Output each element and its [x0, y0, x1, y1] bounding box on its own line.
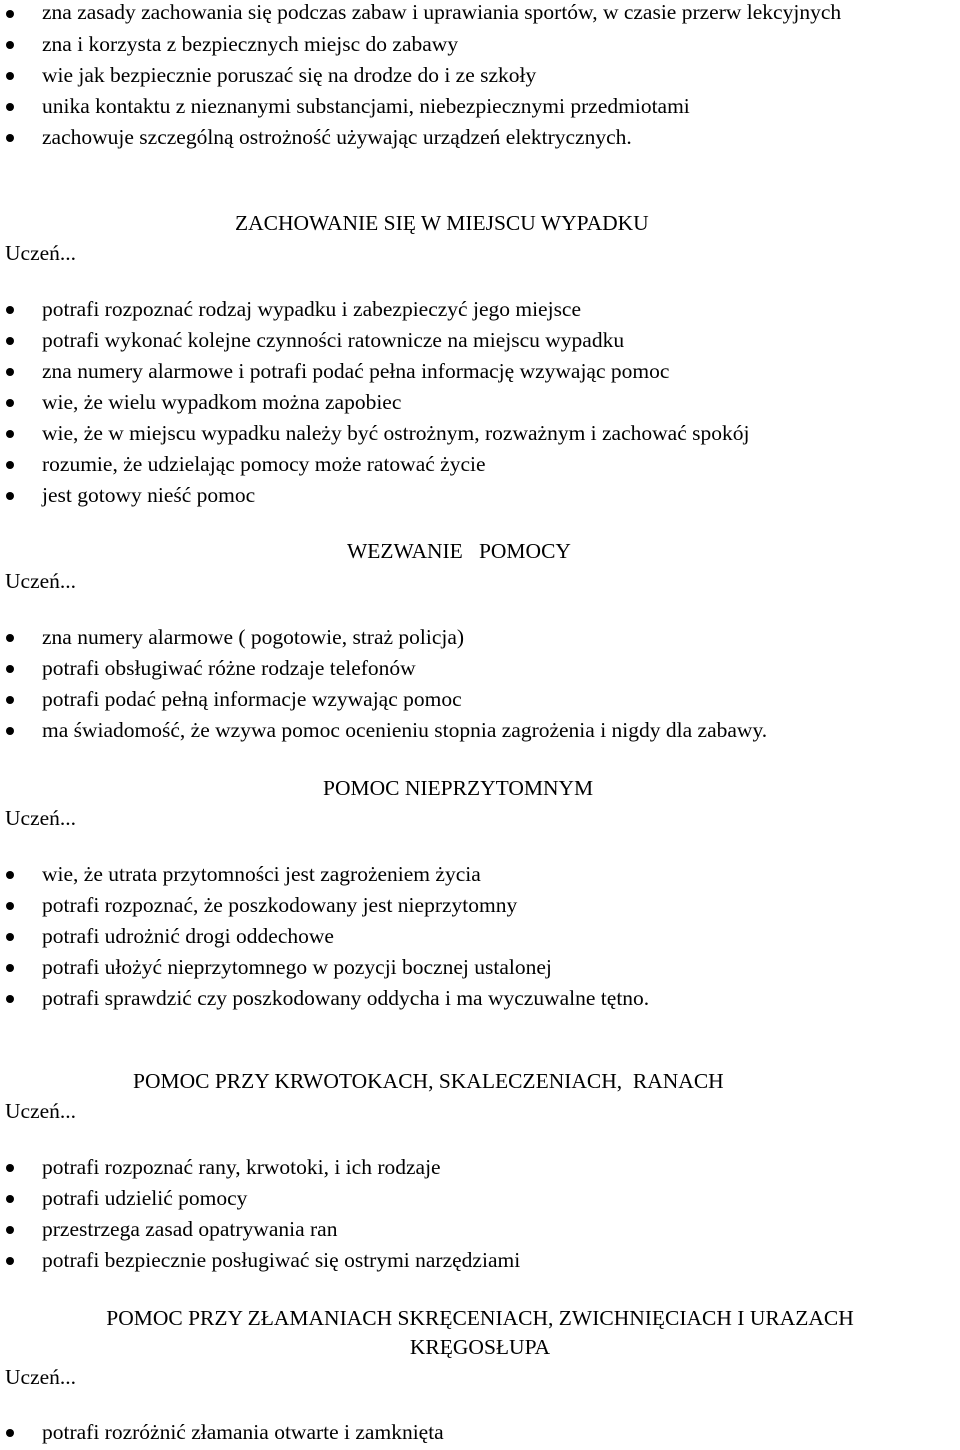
- bullet-icon: [6, 103, 14, 111]
- list-item: wie, że w miejscu wypadku należy być ostrożnym, rozważnym i zachować spokój: [0, 418, 935, 449]
- bullet-icon: [6, 368, 14, 376]
- section-list: [0, 859, 935, 1014]
- bullet-icon: [6, 634, 14, 642]
- pupil-label: Uczeń...: [5, 569, 77, 593]
- section-heading: POMOC PRZY KRWOTOKACH, SKALECZENIACH, RANACH: [133, 1069, 724, 1093]
- pupil-label: Uczeń...: [5, 806, 77, 830]
- list-item: jest gotowy nieść pomoc: [0, 480, 935, 511]
- list-item: rozumie, że udzielając pomocy może ratować życie: [0, 449, 935, 480]
- list-item: potrafi sprawdzić czy poszkodowany oddycha i ma wyczuwalne tętno.: [0, 983, 935, 1014]
- bullet-icon: [6, 461, 14, 469]
- section-list: [0, 1152, 935, 1276]
- bullet-icon: [6, 399, 14, 407]
- list-item: potrafi rozpoznać rodzaj wypadku i zabezpieczyć jego miejsce: [0, 294, 935, 325]
- section-heading: ZACHOWANIE SIĘ W MIEJSCU WYPADKU: [235, 211, 649, 235]
- list-item: ma świadomość, że wzywa pomoc ocenieniu stopnia zagrożenia i nigdy dla zabawy.: [0, 715, 935, 746]
- bullet-icon: [6, 41, 14, 49]
- list-item: potrafi obsługiwać różne rodzaje telefonów: [0, 653, 935, 684]
- bullet-icon: [6, 933, 14, 941]
- bullet-icon: [6, 1226, 14, 1234]
- pupil-label: Uczeń...: [5, 241, 77, 265]
- list-item: potrafi rozpoznać, że poszkodowany jest nieprzytomny: [0, 890, 935, 921]
- intro-list: [0, 0, 935, 153]
- section-list: [0, 294, 935, 511]
- bullet-icon: [6, 665, 14, 673]
- section-heading: WEZWANIE POMOCY: [347, 539, 571, 563]
- section-list: [0, 622, 935, 746]
- list-item: zna numery alarmowe i potrafi podać pełna informację wzywając pomoc: [0, 356, 935, 387]
- bullet-icon: [6, 964, 14, 972]
- pupil-label: Uczeń...: [5, 1099, 77, 1123]
- section-list: [0, 1417, 935, 1448]
- bullet-icon: [6, 995, 14, 1003]
- bullet-icon: [6, 1164, 14, 1172]
- list-item: zna i korzysta z bezpiecznych miejsc do zabawy: [0, 29, 935, 60]
- list-item: wie, że wielu wypadkom można zapobiec: [0, 387, 935, 418]
- bullet-icon: [6, 306, 14, 314]
- bullet-icon: [6, 72, 14, 80]
- list-item: wie jak bezpiecznie poruszać się na drodze do i ze szkoły: [0, 60, 935, 91]
- bullet-icon: [6, 492, 14, 500]
- bullet-icon: [6, 696, 14, 704]
- list-item: zna zasady zachowania się podczas zabaw i uprawiania sportów, w czasie przerw lekcyjnych: [0, 0, 935, 27]
- bullet-icon: [6, 727, 14, 735]
- bullet-icon: [6, 1429, 14, 1437]
- list-item: zna numery alarmowe ( pogotowie, straż policja): [0, 622, 935, 653]
- pupil-label: Uczeń...: [5, 1365, 77, 1389]
- section-heading: POMOC NIEPRZYTOMNYM: [323, 776, 594, 800]
- bullet-icon: [6, 871, 14, 879]
- list-item: potrafi rozróżnić złamania otwarte i zamknięta: [0, 1417, 935, 1448]
- list-item: potrafi udzielić pomocy: [0, 1183, 935, 1214]
- list-item: potrafi podać pełną informacje wzywając pomoc: [0, 684, 935, 715]
- list-item: potrafi bezpiecznie posługiwać się ostrymi narzędziami: [0, 1245, 935, 1276]
- bullet-icon: [6, 430, 14, 438]
- bullet-icon: [6, 1257, 14, 1265]
- list-item: wie, że utrata przytomności jest zagrożeniem życia: [0, 859, 935, 890]
- list-item: unika kontaktu z nieznanymi substancjami, niebezpiecznymi przedmiotami: [0, 91, 935, 122]
- list-item: potrafi udrożnić drogi oddechowe: [0, 921, 935, 952]
- section-heading: POMOC PRZY ZŁAMANIACH SKRĘCENIACH, ZWICHNIĘCIACH I URAZACH KRĘGOSŁUPA: [106, 1306, 854, 1359]
- bullet-icon: [6, 134, 14, 142]
- list-item: potrafi ułożyć nieprzytomnego w pozycji bocznej ustalonej: [0, 952, 935, 983]
- list-item: potrafi rozpoznać rany, krwotoki, i ich rodzaje: [0, 1152, 935, 1183]
- list-item: potrafi wykonać kolejne czynności ratownicze na miejscu wypadku: [0, 325, 935, 356]
- bullet-icon: [6, 1195, 14, 1203]
- list-item: zachowuje szczególną ostrożność używając urządzeń elektrycznych.: [0, 122, 935, 153]
- list-item: przestrzega zasad opatrywania ran: [0, 1214, 935, 1245]
- bullet-icon: [6, 10, 14, 18]
- bullet-icon: [6, 902, 14, 910]
- bullet-icon: [6, 337, 14, 345]
